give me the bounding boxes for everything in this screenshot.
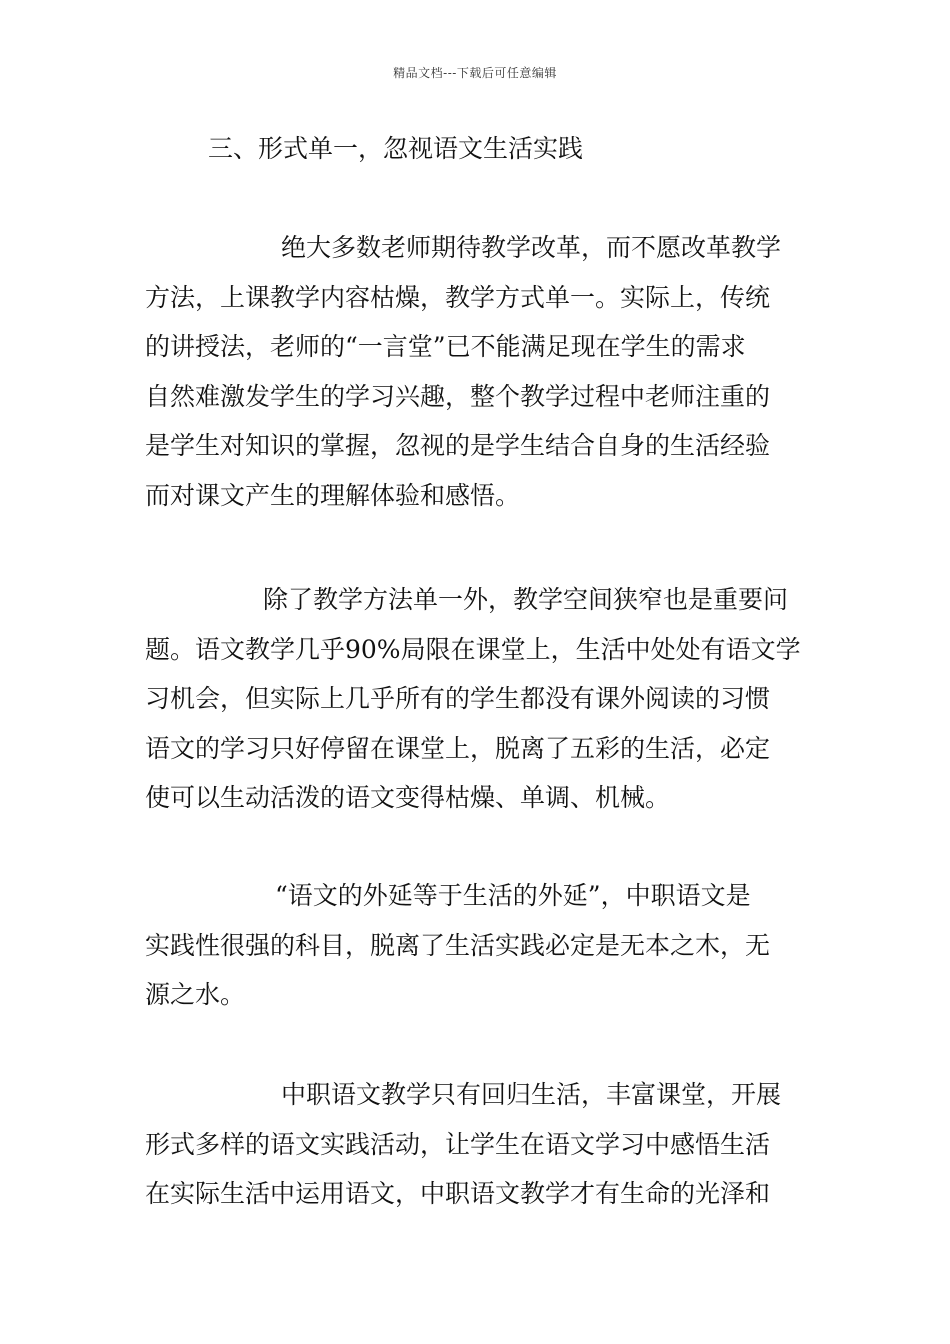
paragraph-line: “语文的外延等于生活的外延”，中职语文是 (275, 881, 751, 910)
paragraph-line: 题。语文教学几乎90%局限在课堂上，生活中处处有语文学 (145, 634, 801, 664)
paragraph-line: 中职语文教学只有回归生活，丰富课堂，开展 (281, 1080, 782, 1109)
paragraph-line: 而对课文产生的理解体验和感悟。 (145, 480, 521, 510)
paragraph-line: 除了教学方法单一外，教学空间狭窄也是重要问 (263, 585, 789, 614)
section-title: 三、形式单一，忽视语文生活实践 (208, 134, 584, 163)
paragraph-line: 绝大多数老师期待教学改革，而不愿改革教学 (281, 233, 782, 262)
paragraph-1 (145, 223, 805, 521)
paragraph-line: 方法，上课教学内容枯燥，教学方式单一。实际上，传统 (145, 282, 771, 312)
paragraph-4 (145, 1070, 805, 1219)
paragraph-line: 形式多样的语文实践活动，让学生在语文学习中感悟生活 (145, 1129, 771, 1159)
paragraph-line: 在实际生活中运用语文，中职语文教学才有生命的光泽和 (145, 1179, 771, 1209)
paragraph-line: 是学生对知识的掌握，忽视的是学生结合自身的生活经验 (145, 431, 771, 461)
paragraph-line: 自然难激发学生的学习兴趣，整个教学过程中老师注重的 (145, 381, 771, 411)
paragraph-line: 源之水。 (145, 980, 246, 1010)
paragraph-2 (145, 575, 805, 823)
paragraph-line: 的讲授法，老师的“一言堂”已不能满足现在学生的需求 (145, 332, 746, 362)
paragraph-line: 语文的学习只好停留在课堂上，脱离了五彩的生活，必定 (145, 733, 771, 763)
paragraph-line: 习机会，但实际上几乎所有的学生都没有课外阅读的习惯 (145, 684, 771, 714)
page-header: 精品文档---下载后可任意编辑 (393, 66, 557, 80)
paragraph-3 (145, 871, 805, 1020)
paragraph-line: 使可以生动活泼的语文变得枯燥、单调、机械。 (145, 783, 671, 813)
paragraph-line: 实践性很强的科目，脱离了生活实践必定是无本之木，无 (145, 930, 771, 960)
